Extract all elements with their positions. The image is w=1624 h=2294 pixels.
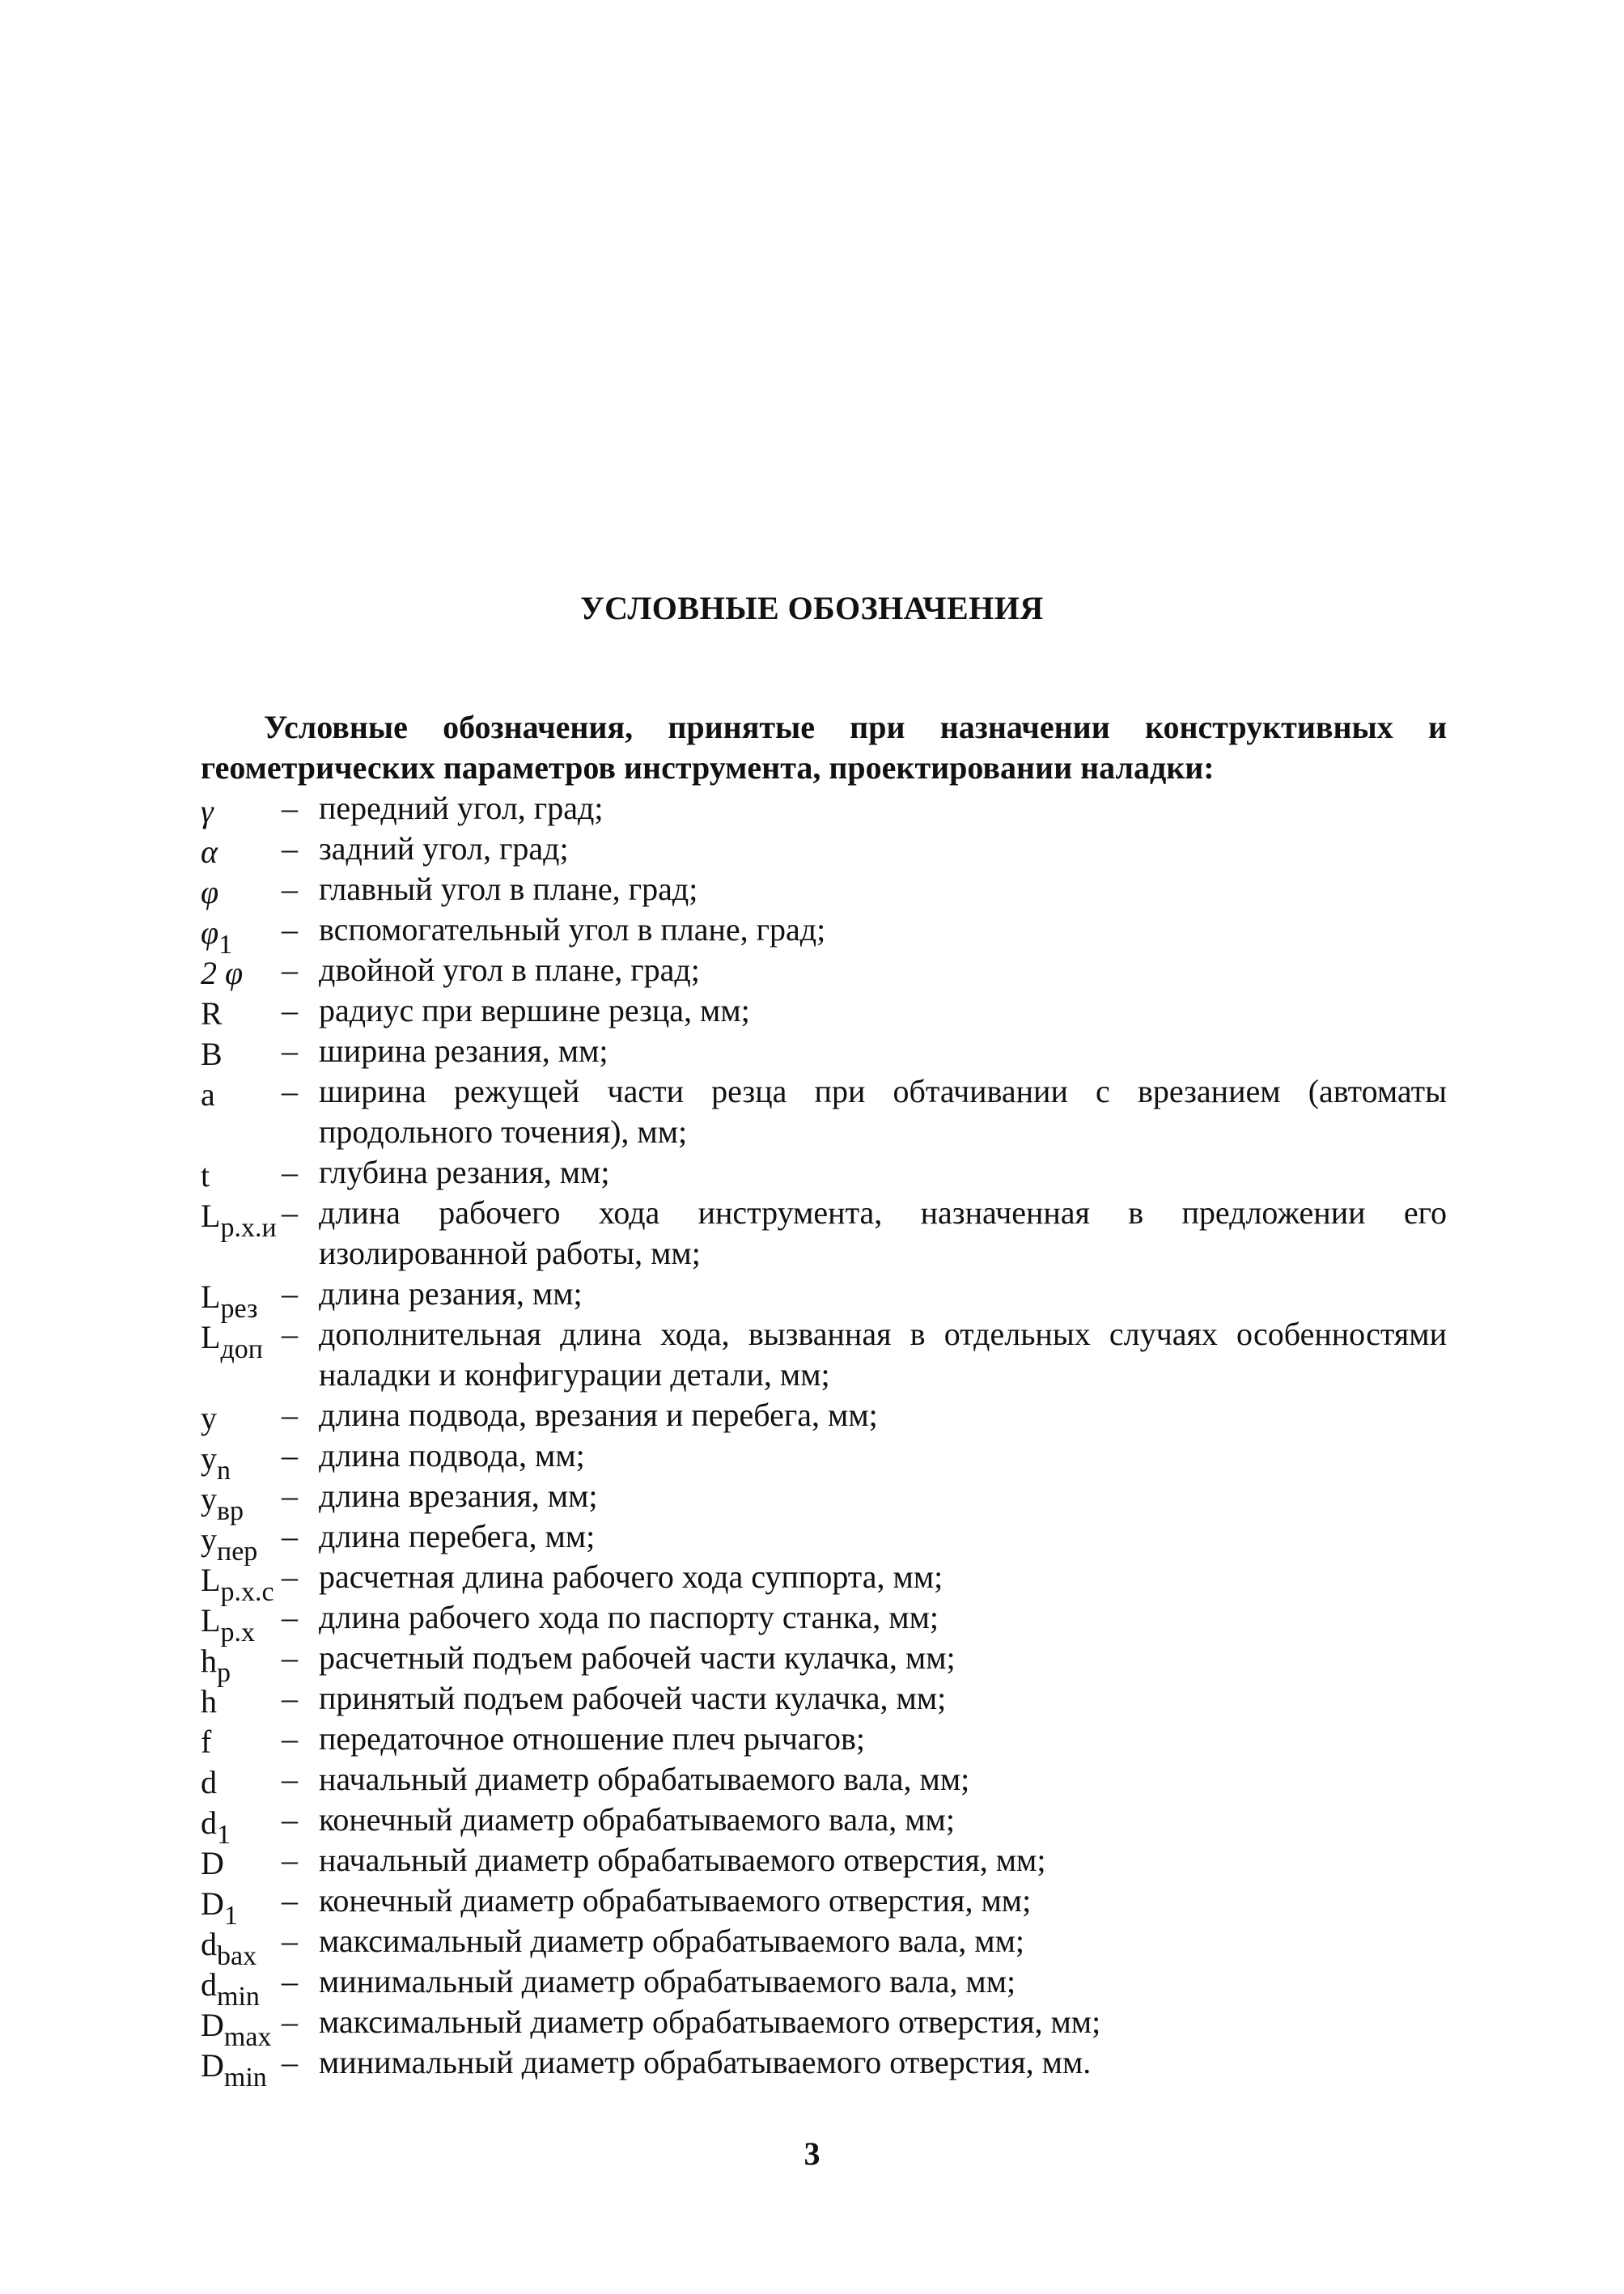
symbol-base: D <box>201 2047 224 2084</box>
notation-symbol <box>201 1034 282 1075</box>
notation-symbol <box>201 1196 282 1277</box>
notation-dash: – <box>282 1761 298 1797</box>
notation-description: длина перебега, мм; <box>319 1518 596 1554</box>
notation-description: длина подвода, врезания и перебега, мм; <box>319 1397 878 1433</box>
notation-symbol <box>201 2005 282 2052</box>
symbol-base: d <box>201 1804 217 1841</box>
notation-dash: – <box>282 1154 298 1190</box>
notation-symbol <box>201 1560 282 1607</box>
symbol-base: d <box>201 1966 217 2003</box>
notation-symbol <box>201 1317 282 1398</box>
symbol-base: y <box>201 1440 217 1477</box>
notation-description: длина рабочего хода инструмента, назначенная в предложении его изолированной работы, мм; <box>319 1194 1447 1271</box>
page-title: УСЛОВНЫЕ ОБОЗНАЧЕНИЯ <box>580 590 1044 626</box>
notation-dash: – <box>282 2044 298 2080</box>
notation-description: длина рабочего хода по паспорту станка, мм; <box>319 1599 939 1635</box>
notation-row <box>201 1961 1447 2012</box>
notation-row <box>201 1314 1447 1395</box>
notation-dash: – <box>282 1558 298 1595</box>
symbol-subscript: р.х <box>220 1618 255 1647</box>
notation-symbol <box>201 1398 282 1439</box>
notation-row <box>201 829 1447 869</box>
symbol-base: D <box>201 1885 224 1922</box>
notation-description: ширина режущей части резца при обтачивании с врезанием (автоматы продольного точения), мм; <box>319 1073 1447 1150</box>
notation-row <box>201 1395 1447 1435</box>
notation-symbol <box>201 1924 282 1971</box>
notation-symbol <box>201 1155 282 1196</box>
notation-symbol <box>201 832 282 872</box>
notation-description: дополнительная длина хода, вызванная в отдельных случаях особенностями наладки и конфигурации детали, мм; <box>319 1316 1447 1393</box>
notation-dash: – <box>282 1963 298 1999</box>
notation-dash: – <box>282 871 298 907</box>
symbol-base: y <box>201 1521 217 1558</box>
symbol-subscript: р.х.с <box>220 1577 274 1607</box>
notation-symbol <box>201 1641 282 1688</box>
notation-dash: – <box>282 1518 298 1554</box>
symbol-base: L <box>201 1278 221 1315</box>
notation-row <box>201 2002 1447 2052</box>
notation-symbol <box>201 1681 282 1722</box>
symbol-base: h <box>201 1683 217 1719</box>
symbol-base: D <box>201 2007 224 2043</box>
notation-description: ширина резания, мм; <box>319 1033 608 1069</box>
intro-paragraph: Условные обозначения, принятые при назначении конструктивных и геометрических параметров инструмента, проектировании наладки: <box>201 709 1447 786</box>
notation-description: радиус при вершине резца, мм; <box>319 992 750 1028</box>
symbol-base: φ <box>201 874 219 910</box>
notation-symbol <box>201 1520 282 1567</box>
notation-symbol <box>201 1601 282 1647</box>
symbol-base: y <box>201 1400 217 1436</box>
notation-description: передаточное отношение плеч рычагов; <box>319 1720 866 1757</box>
symbol-base: R <box>201 995 223 1032</box>
symbol-subscript: min <box>223 2063 267 2093</box>
symbol-base: φ <box>201 914 219 951</box>
symbol-subscript: вр <box>217 1496 244 1526</box>
notation-row <box>201 1557 1447 1607</box>
symbol-base: B <box>201 1036 223 1072</box>
symbol-base: L <box>201 1198 221 1234</box>
symbol-base: d <box>201 1764 217 1800</box>
notation-dash: – <box>282 1680 298 1716</box>
notation-symbol <box>201 1075 282 1155</box>
notation-symbol <box>201 1803 282 1850</box>
notation-description: конечный диаметр обрабатываемого отверстия, мм; <box>319 1882 1032 1919</box>
symbol-subscript: bax <box>217 1941 257 1971</box>
notation-symbol <box>201 953 282 994</box>
symbol-base: L <box>201 1602 221 1639</box>
notation-row <box>201 788 1447 829</box>
notation-description: двойной угол в плане, град; <box>319 952 700 988</box>
notation-row <box>201 869 1447 910</box>
notation-row <box>201 1031 1447 1071</box>
symbol-subscript: max <box>223 2022 272 2052</box>
symbol-subscript: 1 <box>217 1820 231 1850</box>
notation-description: конечный диаметр обрабатываемого вала, мм; <box>319 1801 955 1838</box>
notation-dash: – <box>282 790 298 826</box>
symbol-subscript: n <box>217 1456 231 1486</box>
notation-description: длина резания, мм; <box>319 1275 583 1312</box>
symbol-base: d <box>201 1926 217 1962</box>
symbol-subscript: min <box>217 1982 260 2012</box>
notation-description: глубина резания, мм; <box>319 1154 610 1190</box>
notation-row <box>201 1274 1447 1324</box>
notation-description: начальный диаметр обрабатываемого отверстия, мм; <box>319 1842 1046 1878</box>
notation-dash: – <box>282 911 298 948</box>
symbol-base: 2 φ <box>201 955 244 991</box>
notation-dash: – <box>282 1073 298 1109</box>
notation-description: начальный диаметр обрабатываемого вала, мм; <box>319 1761 970 1797</box>
notation-row <box>201 910 1447 960</box>
notation-dash: – <box>282 1033 298 1069</box>
notation-row <box>201 1840 1447 1881</box>
notation-dash: – <box>282 1275 298 1312</box>
notation-symbol <box>201 1277 282 1324</box>
symbol-subscript: рез <box>220 1294 258 1324</box>
notation-description: принятый подъем рабочей части кулачка, мм; <box>319 1680 947 1716</box>
notation-dash: – <box>282 1478 298 1514</box>
notation-row <box>201 1921 1447 1971</box>
notation-row <box>201 1597 1447 1647</box>
notation-dash: – <box>282 1720 298 1757</box>
page-number: 3 <box>804 2135 820 2172</box>
notation-description: задний угол, град; <box>319 830 569 867</box>
symbol-base: γ <box>201 793 214 829</box>
notation-symbol <box>201 791 282 832</box>
notation-row <box>201 1516 1447 1567</box>
notation-description: главный угол в плане, град; <box>319 871 698 907</box>
notation-list <box>201 788 1447 2093</box>
notation-row <box>201 1719 1447 1759</box>
notation-symbol <box>201 1439 282 1486</box>
notation-dash: – <box>282 992 298 1028</box>
notation-symbol <box>201 1722 282 1762</box>
notation-description: расчетная длина рабочего хода суппорта, мм; <box>319 1558 943 1595</box>
notation-description: максимальный диаметр обрабатываемого отверстия, мм; <box>319 2004 1101 2040</box>
notation-row <box>201 1152 1447 1193</box>
notation-row <box>201 950 1447 990</box>
notation-row <box>201 990 1447 1031</box>
notation-row <box>201 1476 1447 1526</box>
notation-symbol <box>201 913 282 960</box>
notation-row <box>201 2042 1447 2093</box>
notation-row <box>201 1800 1447 1850</box>
notation-description: максимальный диаметр обрабатываемого вала, мм; <box>319 1923 1025 1959</box>
symbol-base: L <box>201 1562 221 1598</box>
symbol-subscript: пер <box>217 1537 258 1567</box>
notation-symbol <box>201 2046 282 2093</box>
notation-dash: – <box>282 952 298 988</box>
notation-row <box>201 1638 1447 1688</box>
notation-description: вспомогательный угол в плане, град; <box>319 911 826 948</box>
notation-dash: – <box>282 1599 298 1635</box>
symbol-subscript: р.х.и <box>220 1213 277 1243</box>
symbol-subscript: доп <box>220 1334 263 1364</box>
notation-row <box>201 1193 1447 1274</box>
symbol-base: h <box>201 1643 217 1679</box>
symbol-base: f <box>201 1724 212 1760</box>
notation-description: расчетный подъем рабочей части кулачка, мм; <box>319 1639 956 1676</box>
notation-dash: – <box>282 1923 298 1959</box>
notation-dash: – <box>282 1639 298 1676</box>
symbol-base: a <box>201 1076 215 1113</box>
notation-description: минимальный диаметр обрабатываемого отверстия, мм. <box>319 2044 1092 2080</box>
notation-symbol <box>201 1884 282 1931</box>
notation-dash: – <box>282 1194 298 1231</box>
notation-dash: – <box>282 1842 298 1878</box>
notation-symbol <box>201 994 282 1034</box>
notation-symbol <box>201 1762 282 1803</box>
notation-description: передний угол, град; <box>319 790 604 826</box>
notation-dash: – <box>282 1882 298 1919</box>
symbol-base: y <box>201 1481 217 1517</box>
symbol-base: t <box>201 1157 210 1194</box>
notation-description: минимальный диаметр обрабатываемого вала, мм; <box>319 1963 1016 1999</box>
notation-row <box>201 1759 1447 1800</box>
notation-row <box>201 1881 1447 1931</box>
notation-dash: – <box>282 1437 298 1474</box>
notation-dash: – <box>282 1316 298 1352</box>
notation-row <box>201 1071 1447 1152</box>
notation-dash: – <box>282 2004 298 2040</box>
notation-symbol <box>201 1479 282 1526</box>
notation-dash: – <box>282 1801 298 1838</box>
notation-row <box>201 1435 1447 1486</box>
notation-dash: – <box>282 830 298 867</box>
notation-row <box>201 1678 1447 1719</box>
symbol-subscript: 1 <box>218 930 233 960</box>
symbol-base: L <box>201 1319 221 1355</box>
notation-description: длина подвода, мм; <box>319 1437 585 1474</box>
notation-symbol <box>201 1843 282 1884</box>
symbol-subscript: 1 <box>223 1901 238 1931</box>
notation-description: длина врезания, мм; <box>319 1478 598 1514</box>
symbol-base: α <box>201 833 218 870</box>
notation-symbol <box>201 872 282 913</box>
notation-symbol <box>201 1965 282 2012</box>
symbol-base: D <box>201 1845 224 1881</box>
symbol-subscript: р <box>217 1658 231 1688</box>
notation-dash: – <box>282 1397 298 1433</box>
